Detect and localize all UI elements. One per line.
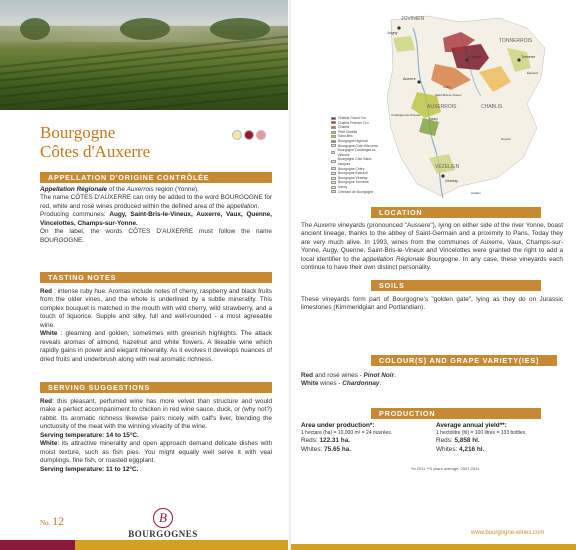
aoc-p4: On the label, the words CÔTES D'AUXERRE must follow the name BOURGOGNE. bbox=[40, 228, 272, 244]
legend-label: Chablis Premier Cru bbox=[338, 120, 369, 125]
aoc-em: Appellation Régionale bbox=[40, 186, 108, 193]
area-header: Area under production*: bbox=[301, 422, 375, 429]
legend-swatch bbox=[331, 167, 336, 170]
legend-swatch bbox=[331, 135, 336, 138]
page-number-value: 12 bbox=[52, 514, 65, 528]
region-map bbox=[331, 8, 556, 200]
area-column bbox=[301, 422, 428, 454]
grape-text bbox=[301, 372, 563, 389]
production-heading: PRODUCTION bbox=[371, 408, 541, 419]
map-label-saint-bris: Saint-Bris-le-Vineux bbox=[435, 93, 462, 97]
yield-reds-label: Reds: bbox=[436, 437, 455, 445]
map-label-chablis: Chablis bbox=[469, 55, 481, 59]
map-label-joigny: Joigny bbox=[387, 31, 398, 35]
aoc-p1-mid: of the bbox=[107, 186, 127, 193]
yield-whites-value: 4,216 hl. bbox=[459, 445, 485, 453]
page-title bbox=[40, 124, 150, 161]
tasting-red-label: Red bbox=[40, 288, 53, 295]
legend-item bbox=[331, 190, 379, 195]
location-heading: LOCATION bbox=[371, 207, 541, 218]
serving-white-label: White bbox=[40, 440, 58, 448]
legend-swatch bbox=[331, 160, 336, 163]
legend-label: Bourgogne Tonnerre bbox=[338, 180, 369, 185]
area-note: 1 hectare (ha) = 10,000 m² = 24 ouvrées. bbox=[301, 430, 393, 437]
aoc-p1-em2: Auxerrois bbox=[126, 186, 154, 193]
title-line-2: Côtes d'Auxerre bbox=[40, 141, 151, 161]
legend-swatch bbox=[331, 181, 336, 184]
legend-swatch bbox=[331, 131, 336, 134]
page-prefix: No. bbox=[40, 519, 51, 527]
red-wine-icon bbox=[244, 130, 254, 140]
yield-column bbox=[436, 422, 563, 454]
legend-swatch bbox=[331, 186, 336, 189]
map-label-noyers: Noyers bbox=[501, 137, 511, 141]
serving-white-text: : its attractive minerality and open approach demand delicate dishes with moist texture, such as fish pies. You might equally well serve it with veal dumplings, fine fish, or roasted eggplant. bbox=[40, 440, 272, 465]
title-line-1: Bourgogne bbox=[40, 123, 116, 142]
legend-label: Bourgogne Chitry bbox=[338, 166, 365, 171]
grape-white-mid: wines - bbox=[318, 380, 343, 388]
legend-swatch bbox=[331, 121, 336, 124]
location-text bbox=[301, 222, 563, 273]
map-label-chablis-region: CHABLIS bbox=[481, 104, 503, 110]
map-label-coulanges: Coulanges-la-Vineuse bbox=[391, 113, 421, 117]
map-label-auxerre: Auxerre bbox=[403, 77, 416, 81]
legend-label: Chablis Grand Cru bbox=[338, 116, 367, 120]
legend-swatch bbox=[331, 126, 336, 129]
serving-white-temp: Serving temperature: 11 to 12°C. bbox=[40, 465, 139, 473]
aoc-heading: APPELLATION D'ORIGINE CONTRÔLÉE bbox=[40, 172, 272, 183]
map-label-vezelien: VÉZELIEN bbox=[435, 164, 460, 170]
wine-colour-icons bbox=[232, 130, 266, 140]
legend-label: Bourgogne Épineuil bbox=[338, 171, 368, 176]
location-end: Bourgogne. In any case, these vineyards each continue to have their own distinct personality. bbox=[301, 255, 563, 272]
legend-swatch bbox=[331, 140, 336, 143]
yield-whites-label: Whites: bbox=[436, 445, 460, 453]
map-label-tonnerre: Tonnerre bbox=[521, 55, 536, 59]
grape-red-prefix: Red bbox=[301, 372, 314, 379]
map-label-tonnerrois: TONNERROIS bbox=[499, 38, 533, 44]
area-whites-value: 75.65 ha. bbox=[324, 445, 352, 453]
grape-heading: COLOUR(S) AND GRAPE VARIETY(IES) bbox=[371, 355, 557, 366]
legend-item bbox=[331, 148, 379, 157]
legend-label: Bourgogne Vézelay bbox=[338, 175, 368, 180]
white-wine-icon bbox=[232, 130, 242, 140]
communes-list: Augy, Saint-Bris-le-Vineux, Auxerre, Vaux, Quenne, Vincelottes, Champs-sur-Yonne. bbox=[40, 211, 273, 227]
legend-label: Irancy bbox=[338, 184, 348, 189]
map-label-irancy: Irancy bbox=[429, 117, 438, 121]
logo-emblem: B bbox=[153, 508, 173, 528]
legend-label: Saint-Bris bbox=[338, 134, 353, 139]
right-page bbox=[291, 0, 576, 550]
legend-swatch bbox=[331, 177, 336, 180]
footer-colour-strip-right bbox=[291, 544, 576, 550]
footer-colour-strip bbox=[0, 540, 288, 550]
map-legend bbox=[331, 116, 379, 194]
aoc-p2: The name CÔTES D'AUXERRE can only be added to the word BOURGOGNE for red, white and rosé wines produced within the defined area of the bbox=[40, 194, 272, 210]
grape-red-mid: and rosé wines - bbox=[313, 372, 364, 379]
map-label-avallon: Avallon bbox=[471, 191, 481, 195]
grape-white-prefix: White bbox=[301, 380, 319, 388]
aoc-p2-end: . bbox=[257, 202, 260, 210]
legend-swatch bbox=[331, 190, 336, 193]
area-reds-value: 122.31 ha. bbox=[319, 437, 351, 445]
legend-label: Bourgogne Côte Saint-Jacques bbox=[337, 157, 373, 166]
map-label-vezelay: Vézelay bbox=[445, 179, 458, 183]
grape-white-em: Chardonnay bbox=[342, 380, 380, 388]
communes-prefix: Producing communes: bbox=[40, 211, 110, 219]
serving-red-label: Red bbox=[40, 398, 53, 405]
soils-heading: SOILS bbox=[371, 280, 541, 291]
yield-note: 1 hectolitre (hl) = 100 litres = 133 bottles. bbox=[436, 430, 527, 437]
aoc-p2-em: appellation bbox=[226, 202, 258, 210]
map-label-jovinien: JOVINIEN bbox=[401, 16, 425, 22]
yield-reds-value: 5,858 hl. bbox=[454, 437, 480, 445]
logo-word: BOURGOGNES bbox=[128, 529, 198, 539]
aoc-p1-end: region (Yonne). bbox=[153, 186, 199, 193]
legend-label: Petit Chablis bbox=[338, 129, 358, 134]
grape-white-end: . bbox=[379, 380, 382, 388]
location-start: The Auxerre vineyards (pronounced "Aussere"), lying on either side of the river Yonne, boast ancient lineage, thanks to the abbey of Saint-Germain and a proximity to Paris. Today they are very much alive. In 1993, wines from the communes of Auxerre, Vaux, Champs-sur-Yonne, Augy, Quenne, Saint-Bris-le-Vineux and Vincelottes were granted the right to add a local identifier to the bbox=[301, 222, 563, 263]
page-number bbox=[40, 514, 64, 530]
tasting-white-text: : gleaming and golden, sometimes with greenish highlights. The attack reveals aromas of almond, hazelnut and white flowers. A likeable wine which rapidly gains in power and elegant minerality. As it evolves it develops nuances of dried fruits and underbrush along with real aromatic richness. bbox=[40, 330, 272, 363]
website-link[interactable]: www.bourgogne-wines.com bbox=[471, 530, 545, 536]
vineyard-photo bbox=[0, 0, 288, 110]
tasting-white-label: White bbox=[40, 330, 58, 338]
location-em: appellation Régionale bbox=[362, 255, 425, 263]
tasting-text bbox=[40, 288, 272, 364]
serving-heading: SERVING SUGGESTIONS bbox=[40, 382, 272, 393]
bourgognes-logo bbox=[128, 508, 198, 541]
serving-red-temp: Serving temperature: 14 to 15°C. bbox=[40, 431, 139, 439]
serving-red-text: : this pleasant, perfumed wine has more velvet than structure and would make a perfect accompaniment to chicken in red wine sauce, duck, or (why not?) rabbit. Its aromatic richness likewise pairs nicely with calf's liver, blending the unctuosity of the meat with the winning vivacity of the wine. bbox=[40, 398, 272, 431]
grape-red-end: . bbox=[394, 372, 396, 379]
grape-red-em: Pinot Noir bbox=[363, 372, 395, 379]
map-label-auxerrois: AUXERROIS bbox=[427, 104, 457, 110]
legend-item bbox=[331, 157, 379, 166]
legend-label: Bourgogne Côte d'Auxerre bbox=[338, 143, 379, 148]
production-footnote: *in 2011 **5 years average, 2007-2011 bbox=[411, 466, 480, 471]
legend-swatch bbox=[331, 172, 336, 175]
map-label-chitry: Chitry bbox=[443, 85, 451, 89]
rose-wine-icon bbox=[256, 130, 266, 140]
tasting-red-text: : intense ruby hue. Aromas include notes of cherry, raspberry and black fruits from the older vines, and the whole is underlined by a subtle minerality. This complex bouquet is matched in the mouth with wild cherry, wild strawberry, and a touch of liquorice. Supple and silky, full and well-rounded - a most agreeable wine. bbox=[40, 288, 272, 329]
map-label-epineuil: Épineuil bbox=[527, 71, 538, 75]
area-whites-label: Whites: bbox=[301, 445, 325, 453]
legend-swatch bbox=[331, 117, 336, 120]
area-reds-label: Reds: bbox=[301, 437, 320, 445]
tasting-heading: TASTING NOTES bbox=[40, 272, 272, 283]
soils-text: These vineyards form part of Bourgogne's "golden gate", lying as they do on Jurassic limestones (Kimmeridgian and Portlandian). bbox=[301, 296, 563, 312]
legend-label: Bourgogne Coulanges-la-Vineuse bbox=[337, 148, 377, 157]
legend-swatch bbox=[331, 144, 336, 147]
legend-label: Bourgogne régional bbox=[338, 138, 368, 143]
legend-label: Chablis bbox=[338, 125, 350, 130]
aoc-text bbox=[40, 186, 272, 245]
yield-header: Average annual yield**: bbox=[436, 422, 507, 429]
legend-swatch bbox=[331, 151, 335, 154]
legend-label: Crémant de Bourgogne bbox=[338, 189, 374, 194]
production-data bbox=[301, 422, 563, 454]
serving-text bbox=[40, 398, 272, 474]
